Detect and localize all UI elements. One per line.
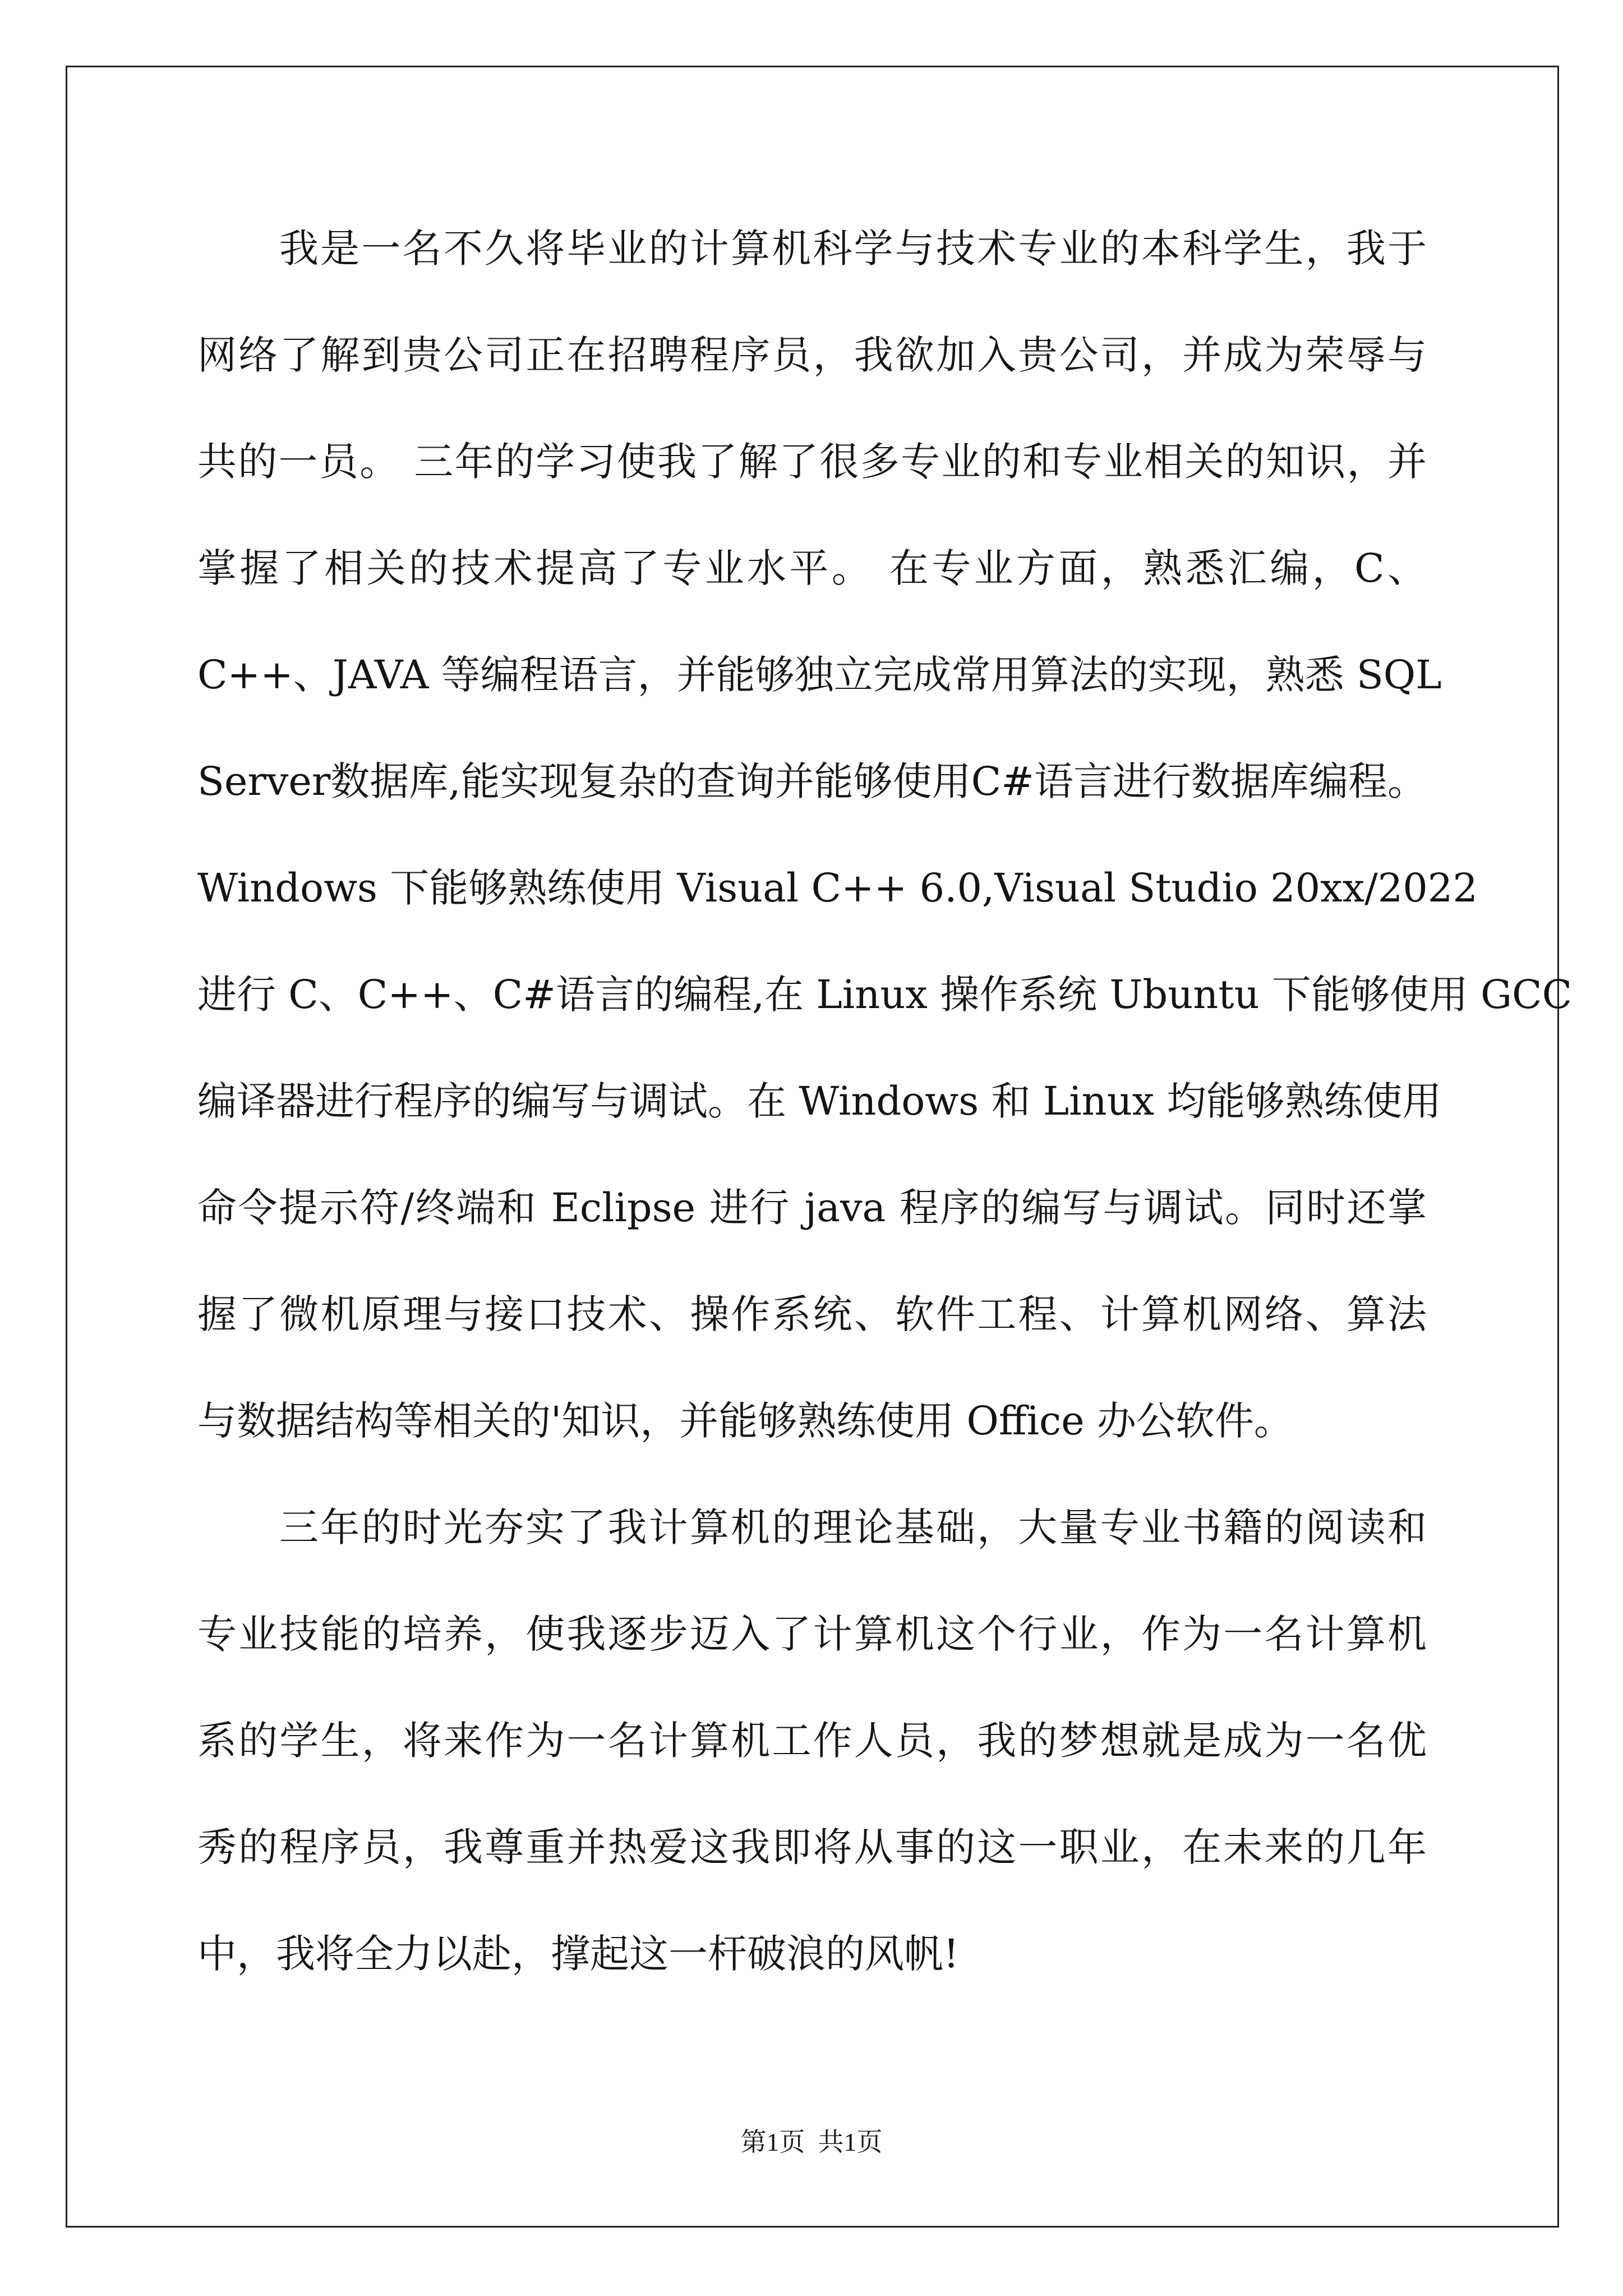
text-line: 三年的时光夯实了我计算机的理论基础，大量专业书籍的阅读和 [279, 1504, 1427, 1550]
text-line: 共的一员。 三年的学习使我了解了很多专业的和专业相关的知识，并 [197, 439, 1427, 485]
text-line: 中，我将全力以赴，撑起这一杆破浪的风帆! [197, 1931, 960, 1977]
paragraph [197, 195, 1573, 1474]
page-footer: 第1页 共1页 [740, 2128, 883, 2156]
text-line: 系的学生，将来作为一名计算机工作人员，我的梦想就是成为一名优 [197, 1718, 1427, 1764]
text-line: 进行 C、C++、C#语言的编程,在 Linux 操作系统 Ubuntu 下能够使用 GCC [197, 972, 1573, 1018]
text-line: Server数据库,能实现复杂的查询并能够使用C#语言进行数据库编程。 [197, 758, 1427, 804]
text-line: 网络了解到贵公司正在招聘程序员，我欲加入贵公司，并成为荣辱与 [197, 332, 1427, 378]
text-line: C++、JAVA 等编程语言，并能够独立完成常用算法的实现，熟悉 SQL [197, 652, 1442, 698]
text-line: 掌握了相关的技术提高了专业水平。 在专业方面，熟悉汇编，C、 [197, 545, 1427, 591]
text-line: 命令提示符/终端和 Eclipse 进行 java 程序的编写与调试。同时还掌 [197, 1185, 1427, 1231]
text-line: Windows 下能够熟练使用 Visual C++ 6.0,Visual Studio 20xx/2022 [197, 865, 1478, 911]
text-line: 与数据结构等相关的'知识，并能够熟练使用 Office 办公软件。 [197, 1398, 1293, 1444]
paragraph [197, 1474, 1427, 2007]
text-line: 编译器进行程序的编写与调试。在 Windows 和 Linux 均能够熟练使用 [197, 1078, 1442, 1124]
text-line: 专业技能的培养，使我逐步迈入了计算机这个行业，作为一名计算机 [197, 1611, 1427, 1657]
text-line: 我是一名不久将毕业的计算机科学与技术专业的本科学生，我于 [279, 226, 1427, 272]
text-line: 握了微机原理与接口技术、操作系统、软件工程、计算机网络、算法 [197, 1291, 1427, 1337]
document-body [197, 195, 1573, 2007]
text-line: 秀的程序员，我尊重并热爱这我即将从事的这一职业，在未来的几年 [197, 1824, 1427, 1870]
